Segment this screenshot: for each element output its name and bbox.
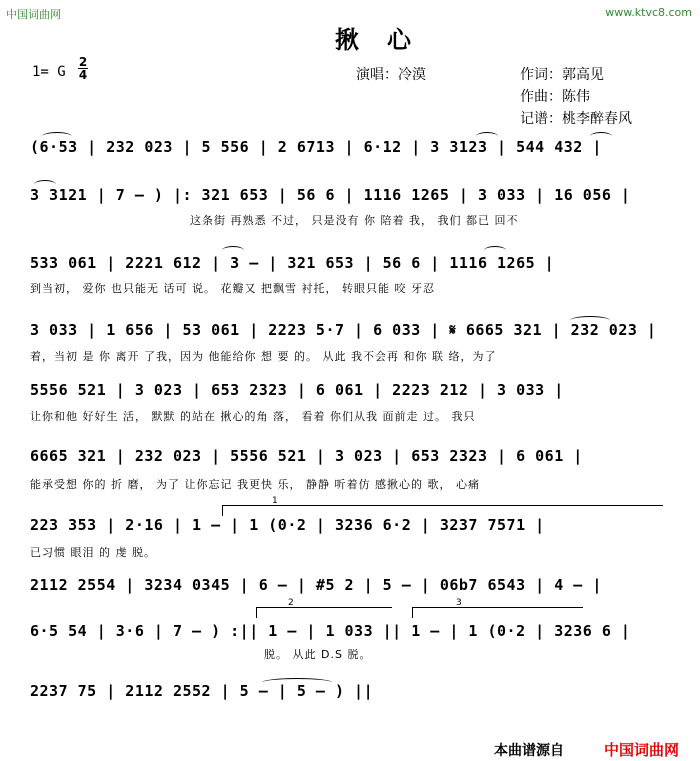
score-line-9: 6·5 54 | 3·6 | 7 – ) :|| 1 – | 1 033 || 1 – | 1 (0·2 | 3236 6 | <box>30 622 631 640</box>
volta-number-3: 3 <box>456 598 462 608</box>
score-line-5: 5556 521 | 3 023 | 653 2323 | 6 061 | 2223 212 | 3 033 | <box>30 381 564 399</box>
slur <box>262 678 332 687</box>
lyric-line-5: 让你和他 好好生 活， 默默 的站在 揪心的角 落， 看着 你们从我 面前走 过。 我只 <box>30 410 476 423</box>
time-signature-top: 2 <box>78 55 88 69</box>
watermark-right: www.ktvc8.com <box>605 6 692 19</box>
slur <box>476 132 498 141</box>
slur <box>590 132 612 141</box>
score-line-8: 2112 2554 | 3234 0345 | 6 – | #5 2 | 5 – | 06b7 6543 | 4 – | <box>30 576 602 594</box>
lyric-line-6: 能承受想 你的 折 磨， 为了 让你忘记 我更快 乐， 静静 听着仿 感揪心的 歌， 心痛 <box>30 478 480 491</box>
score-line-4: 3 033 | 1 656 | 53 061 | 2223 5·7 | 6 033 | 𝄋 6665 321 | 232 023 | <box>30 321 657 339</box>
slur <box>222 246 244 255</box>
score-line-2: 3 3121 | 7 – ) |: 321 653 | 56 6 | 1116 1265 | 3 033 | 16 056 | <box>30 186 631 204</box>
score-line-10: 2237 75 | 2112 2552 | 5 – | 5 – ) || <box>30 682 374 700</box>
volta-number-1: 1 <box>272 496 278 506</box>
song-title: 揪心 <box>335 26 439 54</box>
transcriber: 记谱：桃李醉春风 <box>520 111 632 127</box>
volta-bracket-1 <box>222 505 663 516</box>
time-signature-bottom: 4 <box>78 68 88 82</box>
composer: 作曲：陈伟 <box>520 89 590 105</box>
watermark-left: 中国词曲网 <box>6 8 61 21</box>
lyric-line-2: 这条街 再熟悉 不过， 只是没有 你 陪着 我， 我们 都已 回不 <box>190 214 519 227</box>
lyric-line-7: 已习惯 眼泪 的 虔 脱。 <box>30 546 156 559</box>
volta-bracket-2 <box>256 607 392 618</box>
lyricist: 作词：郭高见 <box>520 67 604 83</box>
lyric-line-3: 到当初， 爱你 也只能无 话可 说。 花瓣又 把飘雪 衬托， 转眼只能 咬 牙忍 <box>30 282 435 295</box>
lyric-line-9: 脱。 从此 D.S 脱。 <box>264 648 372 661</box>
key-signature: 1= G <box>32 64 66 80</box>
volta-bracket-3 <box>412 607 583 618</box>
score-line-3: 533 061 | 2221 612 | 3 – | 321 653 | 56 6 | 1116 1265 | <box>30 254 555 272</box>
score-line-1: (6·53 | 232 023 | 5 556 | 2 6713 | 6·12 | 3 3123 | 544 432 | <box>30 138 602 156</box>
slur <box>484 246 506 255</box>
slur <box>34 180 56 189</box>
singer: 演唱：冷漠 <box>356 67 426 83</box>
time-signature <box>78 56 88 81</box>
slur <box>42 132 72 141</box>
score-line-7: 223 353 | 2·16 | 1 – | 1 (0·2 | 3236 6·2 | 3237 7571 | <box>30 516 545 534</box>
volta-number-2: 2 <box>288 598 294 608</box>
score-line-6: 6665 321 | 232 023 | 5556 521 | 3 023 | 653 2323 | 6 061 | <box>30 447 583 465</box>
lyric-line-4: 着，当初 是 你 离开 了我，因为 他能给你 想 要 的。 从此 我不会再 和你 联 络，为了 <box>30 350 497 363</box>
slur <box>570 316 610 325</box>
footer-source: 本曲谱源自 <box>494 743 564 759</box>
footer-site: 中国词曲网 <box>604 741 680 759</box>
